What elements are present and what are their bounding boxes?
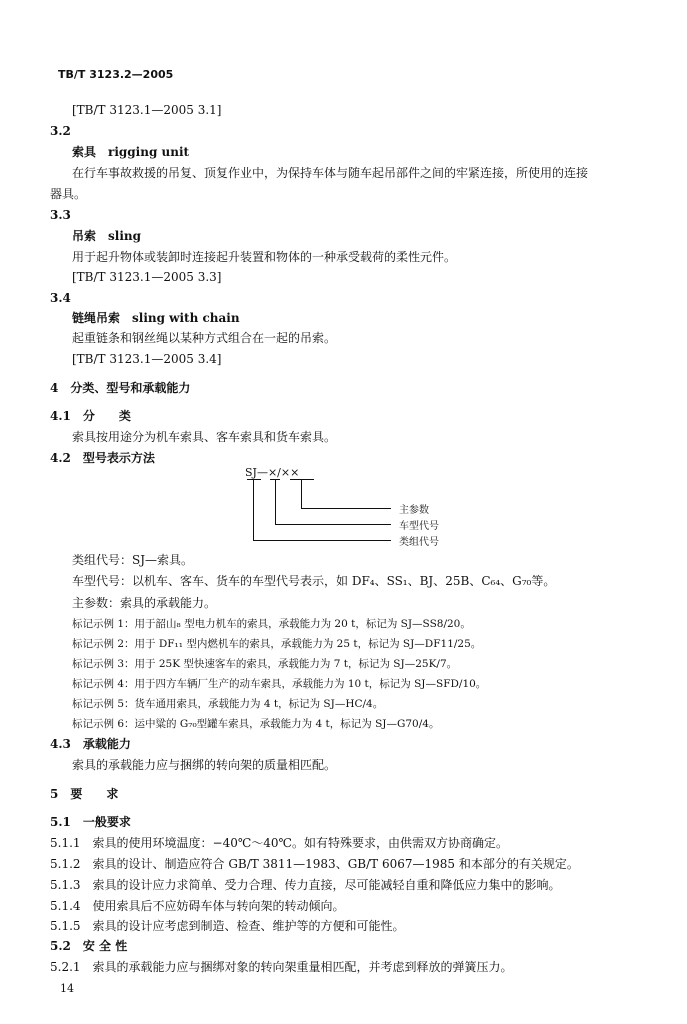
clause-5-1-4: 5.1.4 使用索具后不应妨碍车体与转向架的转动倾向。 <box>50 899 345 913</box>
example-6: 标记示例 6：运中粱的 G₇₀型罐车索具，承载能力为 4 t，标记为 SJ—G70/4。 <box>72 718 440 730</box>
section-3-2-number: 3.2 <box>50 124 71 138</box>
model-code-diagram <box>235 466 475 546</box>
clause-5-1-5: 5.1.5 索具的设计应考虑到制造、检查、维护等的方便和可能性。 <box>50 919 405 933</box>
reference-3-1: [TB/T 3123.1—2005 3.1] <box>72 103 222 117</box>
reference-3-4: [TB/T 3123.1—2005 3.4] <box>72 352 222 366</box>
clause-5-1-1: 5.1.1 索具的使用环境温度：−40℃～40℃。如有特殊要求，由供需双方协商确定。 <box>50 836 508 850</box>
page-number: 14 <box>60 982 74 995</box>
section-5-2-heading: 5.2 安 全 性 <box>50 939 128 953</box>
section-4-3-heading: 4.3 承载能力 <box>50 737 131 751</box>
section-4-heading: 4 分类、型号和承载能力 <box>50 381 191 395</box>
section-3-3-number: 3.3 <box>50 208 71 222</box>
section-4-1-heading: 4.1 分 类 <box>50 409 131 423</box>
reference-3-3: [TB/T 3123.1—2005 3.3] <box>72 270 222 284</box>
definition-3-4: 起重链条和钢丝绳以某种方式组合在一起的吊索。 <box>72 331 337 345</box>
section-5-1-heading: 5.1 一般要求 <box>50 815 131 829</box>
term-rigging-unit: 索具 rigging unit <box>72 145 190 159</box>
example-5: 标记示例 5：货车通用索具，承载能力为 4 t，标记为 SJ—HC/4。 <box>72 698 384 710</box>
definition-3-2-line2: 器具。 <box>50 187 87 201</box>
section-4-1-body: 索具按用途分为机车索具、客车索具和货车索具。 <box>72 430 337 444</box>
term-sling: 吊索 sling <box>72 229 141 243</box>
section-4-2-heading: 4.2 型号表示方法 <box>50 451 155 465</box>
label-class-code: 类组代号 <box>399 537 439 548</box>
clause-5-1-2: 5.1.2 索具的设计、制造应符合 GB/T 3811—1983、GB/T 6067—1985 和本部分的有关规定。 <box>50 857 579 871</box>
page-header: TB/T 3123.2—2005 <box>58 68 174 81</box>
definition-3-2-line1: 在行车事故救援的吊复、顶复作业中，为保持车体与随车起吊部件之间的牢紧连接，所使用的连接 <box>72 166 589 180</box>
term-sling-with-chain: 链绳吊索 sling with chain <box>72 311 240 325</box>
class-code-desc: 类组代号：SJ—索具。 <box>72 553 194 567</box>
example-4: 标记示例 4：用于四方车辆厂生产的动车索具，承载能力为 10 t，标记为 SJ—SFD/10。 <box>72 678 487 690</box>
example-2: 标记示例 2：用于 DF₁₁ 型内燃机车的索具，承载能力为 25 t，标记为 SJ—DF11/25。 <box>72 638 482 650</box>
section-4-3-body: 索具的承载能力应与捆绑的转向架的质量相匹配。 <box>72 758 337 772</box>
label-main-param: 主参数 <box>399 505 429 516</box>
clause-5-1-3: 5.1.3 索具的设计应力求简单、受力合理、传力直接，尽可能减轻自重和降低应力集中的影响。 <box>50 878 561 892</box>
definition-3-3: 用于起升物体或装卸时连接起升装置和物体的一种承受载荷的柔性元件。 <box>72 250 457 264</box>
example-1: 标记示例 1：用于韶山₈ 型电力机车的索具，承载能力为 20 t，标记为 SJ—SS8/20。 <box>72 618 471 630</box>
section-5-heading: 5 要 求 <box>50 787 119 801</box>
section-3-4-number: 3.4 <box>50 291 71 305</box>
model-code-desc: 车型代号：以机车、客车、货车的车型代号表示，如 DF₄、SS₁、BJ、25B、C₆₄、G₇₀等。 <box>72 574 556 588</box>
example-3: 标记示例 3：用于 25K 型快速客车的索具，承载能力为 7 t，标记为 SJ—25K/7。 <box>72 658 458 670</box>
model-code-formula: SJ—×/×× <box>245 466 300 479</box>
main-param-desc: 主参数：索具的承载能力。 <box>72 596 217 610</box>
clause-5-2-1: 5.2.1 索具的承载能力应与捆绑对象的转向架重量相匹配，并考虑到释放的弹簧压力。 <box>50 960 513 974</box>
label-model-code: 车型代号 <box>399 521 439 532</box>
